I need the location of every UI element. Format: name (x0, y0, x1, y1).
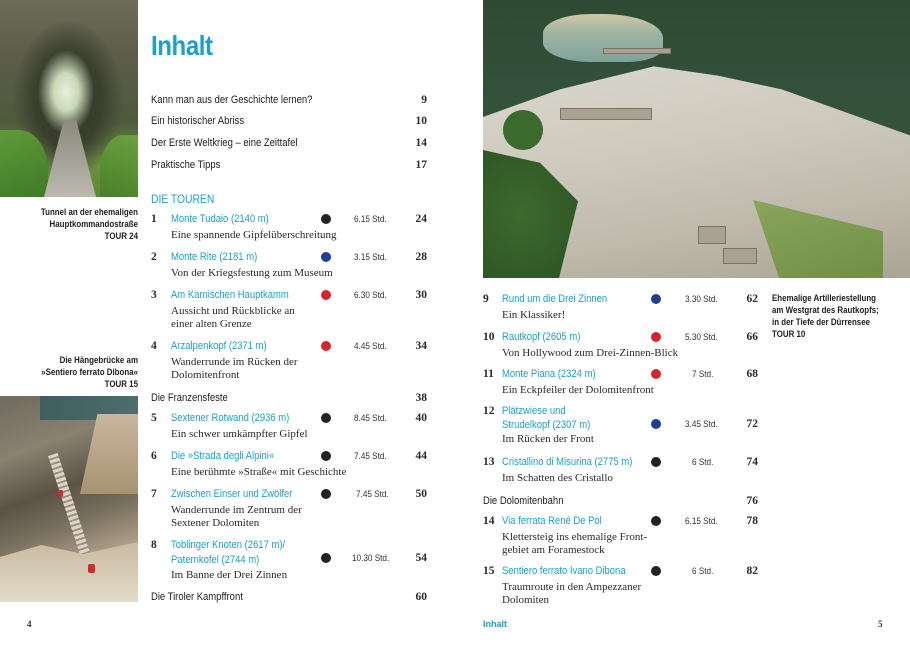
toc-section-link[interactable]: Ein historischer Abriss (151, 115, 245, 127)
toc-page-number: 60 (415, 591, 427, 603)
photo-detail (603, 48, 671, 54)
photo-detail (698, 226, 726, 244)
tour-number: 1 (151, 213, 157, 225)
difficulty-red-icon (321, 341, 331, 351)
tour-description: Ein Eckpfeiler der Dolomitenfront (502, 384, 654, 396)
toc-page-number: 44 (415, 450, 427, 462)
photo-detail (58, 490, 63, 497)
difficulty-red-icon (651, 332, 661, 342)
tour-duration: 3.15 Std. (354, 252, 387, 263)
toc-page-number: 14 (415, 137, 427, 149)
toc-page-number: 24 (415, 213, 427, 225)
caption-line: Die Hängebrücke am (59, 355, 138, 365)
tour-description: Ein schwer umkämpfter Gipfel (171, 428, 308, 440)
tour-duration: 6 Std. (692, 566, 714, 577)
tour-name[interactable]: Sentiero ferrato Ivano Dibona (502, 565, 626, 577)
tour-name[interactable]: Monte Tudaio (2140 m) (171, 213, 269, 225)
difficulty-black-icon (651, 566, 661, 576)
tour-number: 13 (483, 456, 495, 468)
difficulty-red-icon (651, 369, 661, 379)
tour-description: Wanderrunde im Zentrum der (171, 504, 302, 516)
toc-section-link[interactable]: Die Dolomitenbahn (483, 495, 564, 507)
difficulty-black-icon (321, 553, 331, 563)
photo-detail (44, 120, 96, 197)
toc-page-number: 30 (415, 289, 427, 301)
toc-page-number: 34 (415, 340, 427, 352)
tour-name[interactable]: Arzalpenkopf (2371 m) (171, 340, 267, 352)
bridge-photo (0, 396, 138, 602)
toc-page-number: 76 (746, 495, 758, 507)
photo-detail (48, 453, 92, 561)
ridge-photo (483, 0, 910, 278)
tour-duration: 6 Std. (692, 457, 714, 468)
tour-number: 4 (151, 340, 157, 352)
tour-name[interactable]: Zwischen Einser und Zwölfer (171, 488, 293, 500)
tour-number: 15 (483, 565, 495, 577)
page-folio: 4 (27, 619, 32, 629)
toc-page-number: 9 (421, 94, 427, 106)
tour-name[interactable]: Die »Strada degli Alpini« (171, 450, 275, 462)
tour-description: Aussicht und Rückblicke an (171, 305, 295, 317)
tour-number: 7 (151, 488, 157, 500)
tour-description: Wanderrunde im Rücken der (171, 356, 298, 368)
tour-description: Dolomiten (502, 594, 550, 606)
caption-line: Hauptkommandostraße (49, 219, 138, 229)
tour-description: Im Schatten des Cristallo (502, 472, 613, 484)
photo-detail (0, 130, 48, 197)
tour-number: 6 (151, 450, 157, 462)
difficulty-black-icon (651, 516, 661, 526)
tour-duration: 6.15 Std. (354, 214, 387, 225)
ridge-caption (772, 292, 895, 340)
tour-name[interactable]: Plätzwiese und (502, 405, 566, 417)
tunnel-caption (17, 206, 138, 242)
tour-number: 5 (151, 412, 157, 424)
photo-detail (100, 135, 138, 197)
caption-line: Tunnel an der ehemaligen (40, 207, 139, 217)
tour-duration: 4.45 Std. (354, 341, 387, 352)
bridge-caption (17, 354, 138, 390)
tour-number: 2 (151, 251, 157, 263)
caption-line: TOUR 24 (104, 231, 138, 241)
tour-duration: 7 Std. (692, 369, 714, 380)
caption-line: am Westgrat des Rautkopfs; (772, 305, 879, 315)
toc-page-number: 78 (746, 515, 758, 527)
tour-duration: 5.30 Std. (685, 332, 718, 343)
tour-name[interactable]: Via ferrata René De Pol (502, 515, 602, 527)
toc-page-number: 54 (415, 552, 427, 564)
tour-number: 12 (483, 405, 495, 417)
toc-section-link[interactable]: Die Franzensfeste (151, 392, 228, 404)
tour-number: 8 (151, 539, 157, 551)
tour-duration: 3.45 Std. (685, 419, 718, 430)
caption-line: TOUR 15 (104, 379, 138, 389)
toc-section-link[interactable]: Der Erste Weltkrieg – eine Zeittafel (151, 137, 298, 149)
difficulty-red-icon (321, 290, 331, 300)
tour-description: Im Banne der Drei Zinnen (171, 569, 288, 581)
difficulty-blue-icon (651, 294, 661, 304)
photo-detail (0, 542, 138, 602)
caption-line: »Sentiero ferrato Dibona« (41, 367, 138, 377)
tour-name[interactable]: Cristallino di Misurina (2775 m) (502, 456, 633, 468)
tour-number: 10 (483, 331, 495, 343)
toc-page-number: 50 (415, 488, 427, 500)
tour-name[interactable]: Am Karnischen Hauptkamm (171, 289, 289, 301)
caption-line: TOUR 10 (772, 329, 806, 339)
tour-duration: 7.45 Std. (354, 451, 387, 462)
tour-duration: 7.45 Std. (356, 489, 389, 500)
tour-description: Klettersteig ins ehemalige Front- (502, 531, 648, 543)
toc-page-number: 82 (746, 565, 758, 577)
tour-duration: 6.15 Std. (685, 516, 718, 527)
toc-section-link[interactable]: Die Tiroler Kampffront (151, 591, 243, 603)
tour-name[interactable]: Sextener Rotwand (2936 m) (171, 412, 290, 424)
tour-description: gebiet am Foramestock (502, 544, 605, 556)
caption-line: in der Tiefe der Dürrensee (772, 317, 871, 327)
tunnel-photo (0, 0, 138, 197)
photo-detail (723, 248, 757, 264)
tour-description: Ein Klassiker! (502, 309, 566, 321)
tour-name[interactable]: Monte Piana (2324 m) (502, 368, 596, 380)
tour-name[interactable]: Toblinger Knoten (2617 m)/ (171, 539, 286, 551)
tour-description: Im Rücken der Front (502, 433, 594, 445)
tour-name[interactable]: Paternkofel (2744 m) (171, 554, 260, 566)
toc-page-number: 72 (746, 418, 758, 430)
photo-detail (80, 414, 138, 494)
difficulty-black-icon (321, 413, 331, 423)
tour-description: einer alten Grenze (171, 318, 252, 330)
tour-duration: 6.30 Std. (354, 290, 387, 301)
tour-number: 11 (483, 368, 494, 380)
tour-description: Traumroute in den Ampezzaner (502, 581, 642, 593)
toc-page-number: 38 (415, 392, 427, 404)
tour-description: Dolomitenfront (171, 369, 240, 381)
tour-name[interactable]: Strudelkopf (2307 m) (502, 419, 591, 431)
tour-description: Von Hollywood zum Drei-Zinnen-Blick (502, 347, 679, 359)
toc-page-number: 17 (415, 159, 427, 171)
tour-description: Eine berühmte »Straße« mit Geschichte (171, 466, 347, 478)
running-head: Inhalt (483, 619, 507, 629)
tour-name[interactable]: Monte Rite (2181 m) (171, 251, 258, 263)
caption-line: Ehemalige Artilleriestellung (772, 293, 877, 303)
tour-duration: 10.30 Std. (352, 553, 390, 564)
tour-duration: 8.45 Std. (354, 413, 387, 424)
tour-description: Von der Kriegsfestung zum Museum (171, 267, 333, 279)
tour-name[interactable]: Rautkopf (2605 m) (502, 331, 581, 343)
toc-page-number: 66 (746, 331, 758, 343)
difficulty-black-icon (651, 457, 661, 467)
toc-page-number: 10 (415, 115, 427, 127)
tour-number: 9 (483, 293, 489, 305)
tour-name[interactable]: Rund um die Drei Zinnen (502, 293, 608, 305)
difficulty-blue-icon (321, 252, 331, 262)
page-title: Inhalt (151, 30, 213, 61)
page-folio: 5 (878, 619, 883, 629)
tour-duration: 3.30 Std. (685, 294, 718, 305)
toc-page-number: 62 (746, 293, 758, 305)
toc-page-number: 68 (746, 368, 758, 380)
toc-section-link[interactable]: Praktische Tipps (151, 159, 221, 171)
difficulty-black-icon (321, 214, 331, 224)
tour-number: 14 (483, 515, 495, 527)
difficulty-black-icon (321, 451, 331, 461)
photo-detail (543, 14, 663, 62)
toc-page-number: 74 (746, 456, 758, 468)
tour-description: Sextener Dolomiten (171, 517, 260, 529)
toc-section-link[interactable]: Kann man aus der Geschichte lernen? (151, 94, 313, 106)
difficulty-black-icon (321, 489, 331, 499)
tour-number: 3 (151, 289, 157, 301)
photo-detail (88, 564, 95, 573)
toc-page-number: 40 (415, 412, 427, 424)
toc-page-number: 28 (415, 251, 427, 263)
tours-heading: DIE TOUREN (151, 192, 215, 206)
difficulty-blue-icon (651, 419, 661, 429)
tour-description: Eine spannende Gipfelüberschreitung (171, 229, 337, 241)
photo-detail (560, 108, 652, 120)
photo-detail (503, 110, 543, 150)
